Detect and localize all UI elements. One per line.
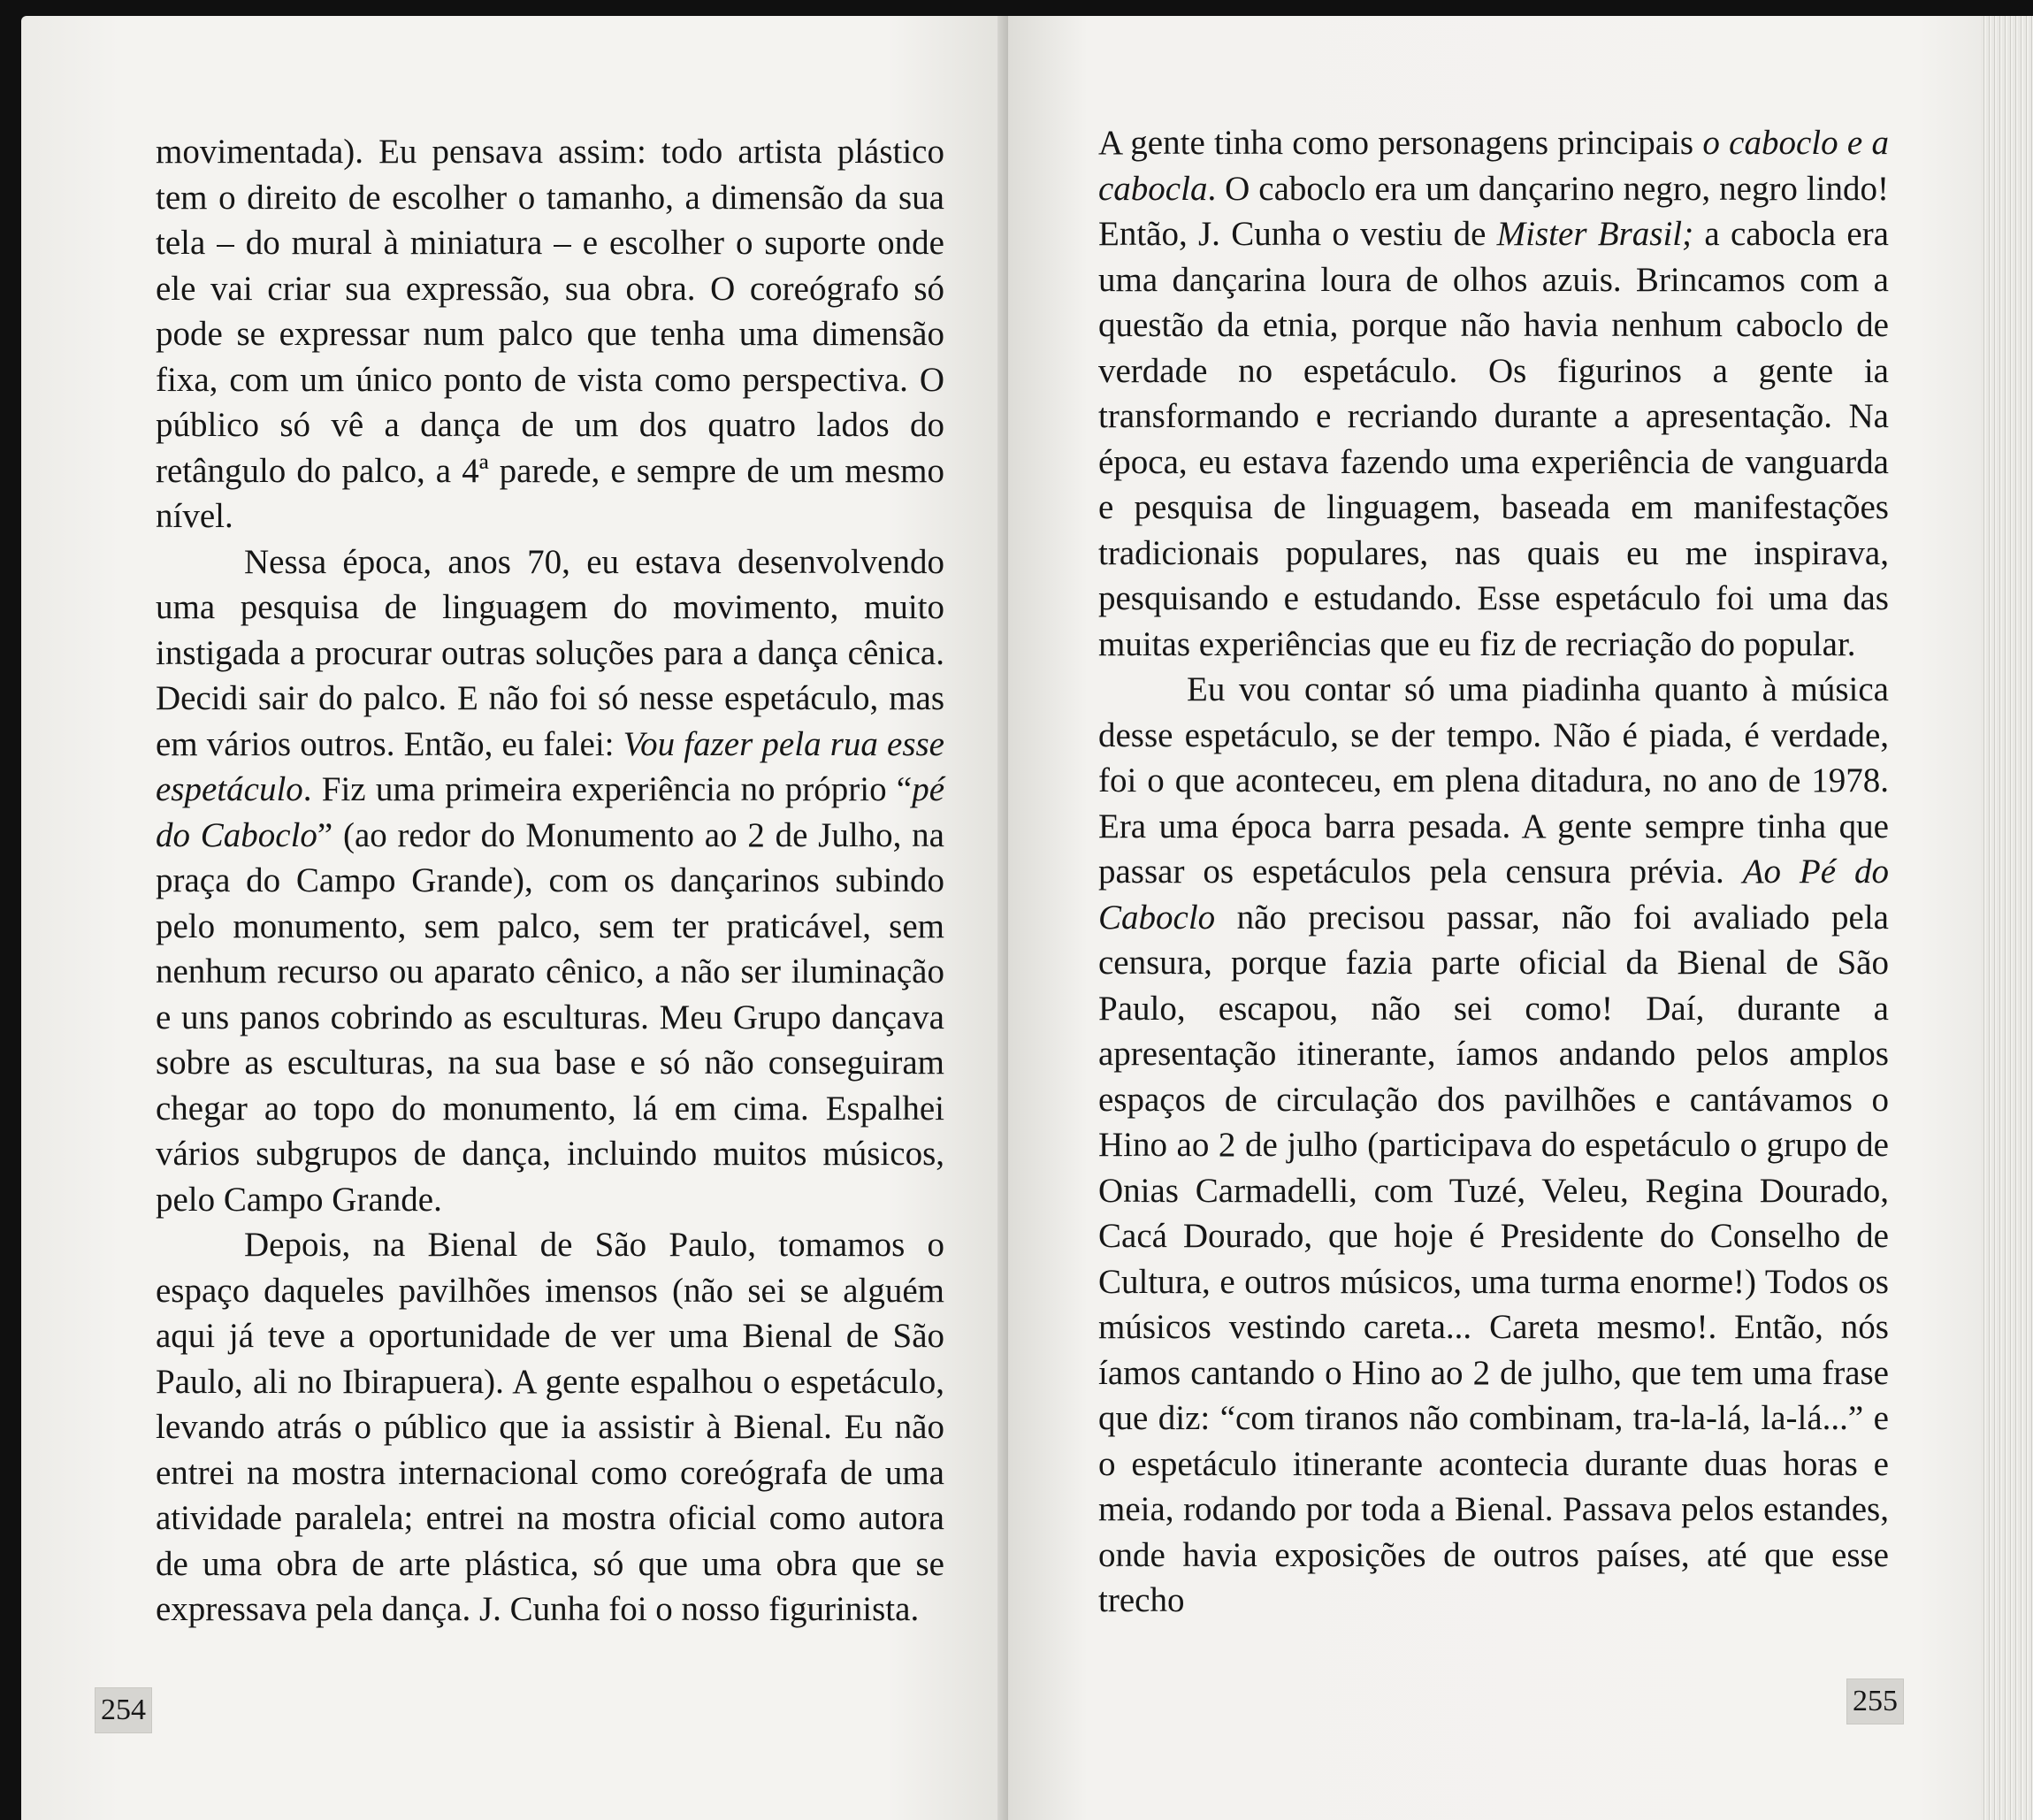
paragraph (156, 539, 944, 1223)
paragraph (1098, 120, 1889, 667)
text-run: A gente tinha como personagens principais (1098, 124, 1703, 162)
text-run: . Fiz uma primeira experiência no próprio “ (302, 770, 913, 808)
text-run: a cabocla era uma dançarina loura de olhos azuis. Brincamos com a questão da etnia, porque não havia nenhum caboclo de verdade no espetáculo. Os figurinos a gente ia transformando e recriando durante a apresentação. Na época, eu estava fazendo uma experiência de vanguarda e pesquisa de linguagem, baseada em manifestações tradicionais populares, nas quais eu me inspirava, pesquisando e estudando. Esse espetáculo foi uma das muitas experiências que eu fiz de recriação do popular. (1098, 215, 1889, 663)
page-number: 254 (95, 1687, 152, 1733)
left-page-text (156, 129, 944, 1633)
text-run: movimentada). Eu pensava assim: todo artista plástico tem o direito de escolher o tamanho, a dimensão da sua tela – do mural à miniatura – e escolher o suporte onde ele vai criar sua expressão, sua obra. O coreógrafo só pode se expressar num palco que tenha uma dimensão fixa, com um único ponto de vista como perspectiva. O público só vê a dança de um dos quatro lados do retângulo do palco, a 4ª parede, e sempre de um mesmo nível. (156, 133, 944, 535)
paragraph (156, 1222, 944, 1633)
page-edges (1981, 16, 2033, 1820)
text-run: Eu vou contar só uma piadinha quanto à música desse espetáculo, se der tempo. Não é piada, é verdade, foi o que aconteceu, em plena ditadura, no ano de 1978. Era uma época barra pesada. A gente sempre tinha que passar os espetáculos pela censura prévia. (1098, 670, 1889, 891)
right-page (1008, 16, 1999, 1820)
text-run: . O caboclo era um dançarino negro, negro lindo! Então, J. Cunha o vestiu de (1098, 169, 1889, 253)
text-run: ” (ao redor do Monumento ao 2 de Julho, na praça do Campo Grande), com os dançarinos subindo pelo monumento, sem palco, sem ter praticável, sem nenhum recurso ou aparato cênico, a não ser iluminação e uns panos cobrindo as esculturas. Meu Grupo dançava sobre as esculturas, na sua base e só não conseguiram chegar ao topo do monumento, lá em cima. Espalhei vários subgrupos de dança, incluindo muitos músicos, pelo Campo Grande. (156, 815, 944, 1219)
text-run: Nessa época, anos 70, eu estava desenvolvendo uma pesquisa de linguagem do movimento, muito instigada a procurar outras soluções para a dança cênica. Decidi sair do palco. E não foi só nesse espetáculo, mas em vários outros. Então, eu falei: (156, 542, 944, 763)
left-page (21, 16, 1006, 1820)
paragraph (156, 129, 944, 539)
italic-text: Vou fazer pela rua esse espetáculo (156, 724, 944, 808)
italic-text: Mister Brasil; (1496, 215, 1694, 253)
page-number: 255 (1846, 1679, 1904, 1724)
italic-text: Ao Pé do Caboclo (1098, 853, 1889, 937)
text-run: Depois, na Bienal de São Paulo, tomamos o espaço daqueles pavilhões imensos (não sei se alguém aqui já teve a oportunidade de ver uma Bienal de São Paulo, ali no Ibirapuera). A gente espalhou o espetáculo, levando atrás o público que ia assistir à Bienal. Eu não entrei na mostra internacional como coreógrafa de uma atividade paralela; entrei na mostra oficial como autora de uma obra de arte plástica, só que uma obra que se expressava pela dança. J. Cunha foi o nosso figurinista. (156, 1226, 944, 1628)
italic-text: o caboclo e a cabocla (1098, 124, 1889, 208)
paragraph (1098, 667, 1889, 1624)
italic-text: pé do Caboclo (156, 770, 944, 854)
text-run: não precisou passar, não foi avaliado pela censura, porque fazia parte oficial da Bienal de São Paulo, escapou, não sei como! Daí, durante a apresentação itinerante, íamos andando pelos amplos espaços de circulação dos pavilhões e cantávamos o Hino ao 2 de julho (participava do espetáculo o grupo de Onias Carmadelli, com Tuzé, Veleu, Regina Dourado, Cacá Dourado, que hoje é Presidente do Conselho de Cultura, e outros músicos, uma turma enorme!) Todos os músicos vestindo careta... Careta mesmo!. Então, nós íamos cantando o Hino ao 2 de julho, que tem uma frase que diz: “com tiranos não combinam, tra-la-lá, la-lá...” e o espetáculo itinerante acontecia durante duas horas e meia, rodando por toda a Bienal. Passava pelos estandes, onde havia exposições de outros países, até que esse trecho (1098, 898, 1889, 1619)
right-page-text (1098, 120, 1889, 1624)
